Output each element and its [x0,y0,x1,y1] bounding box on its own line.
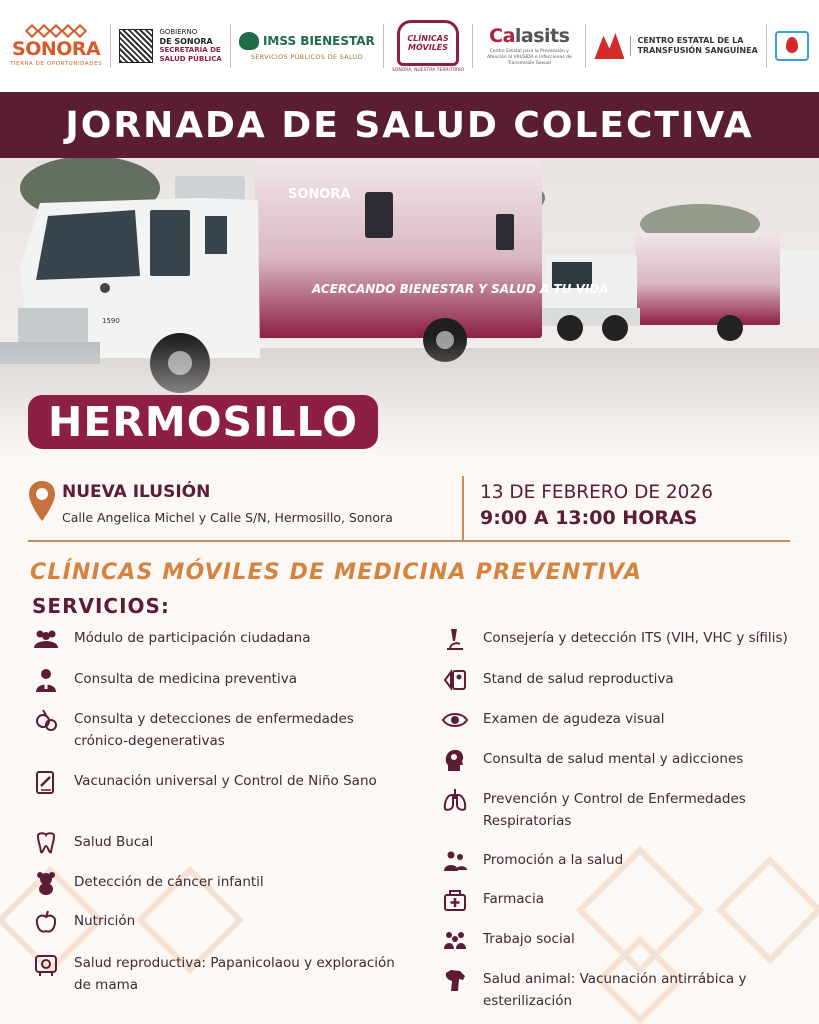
city-name: HERMOSILLO [48,398,358,446]
imss-bienestar-logo [239,11,375,81]
service-item [32,768,412,796]
location-address: Calle Angelica Michel y Calle S/N, Hermosillo, Sonora [62,510,393,525]
tooth-icon [32,829,60,857]
logo-divider [766,24,767,68]
horizontal-divider [28,540,790,542]
service-item [441,625,811,653]
sonora-diamond-icon [27,26,85,36]
people-group-icon [32,625,60,653]
teddy-bear-icon [32,869,60,897]
city-badge [28,395,378,449]
service-item [32,706,412,752]
location-name: NUEVA ILUSIÓN [62,482,211,502]
apple-icon [32,908,60,936]
chronic-disease-icon [32,706,60,734]
location-block [28,478,448,540]
gobierno-line4: SALUD PÚBLICA [159,55,222,63]
calasits-name-rest: lasits [514,25,570,47]
blood-bag-icon [775,31,809,61]
sonora-logo [10,11,102,81]
state-seal-icon [119,29,153,63]
service-label: Salud reproductiva: Papanicolaou y exploración de mama [74,955,395,993]
title-band [0,92,819,158]
truck-number-text: 1590 [102,317,120,325]
service-label: Consulta de medicina preventiva [74,671,297,687]
service-label: Consejería y detección ITS (VIH, VHC y sífilis) [483,630,788,646]
gobierno-line1: GOBIERNO [159,28,198,36]
service-label: Consulta y detecciones de enfermedades crónico-degenerativas [74,711,354,749]
imss-logo-name: IMSS BIENESTAR [262,33,375,48]
blood-drop-icon [594,33,624,59]
service-label: Trabajo social [483,931,575,947]
reproductive-stand-icon [441,666,469,694]
animal-health-icon [441,966,469,994]
service-item [441,706,811,734]
gobierno-line3: SECRETARÍA DE [159,46,221,54]
gobierno-sonora-logo [119,11,221,81]
event-date: 13 DE FEBRERO DE 2026 [480,482,713,503]
service-label: Promoción a la salud [483,852,624,868]
service-label: Salud Bucal [74,834,154,850]
lungs-icon [441,786,469,814]
truck-slogan-text: ACERCANDO BIENESTAR Y SALUD A TU VIDA [312,282,609,296]
service-item [441,847,811,875]
calasits-logo [481,11,577,81]
service-item [441,926,811,954]
eye-icon [441,706,469,734]
vaccine-record-icon [32,768,60,796]
service-label: Consulta de salud mental y adicciones [483,751,744,767]
sonora-logo-tagline: TIERRA DE OPORTUNIDADES [10,60,103,67]
location-pin-icon [28,480,56,522]
logo-divider [472,24,473,68]
clinicas-badge-icon [397,20,459,66]
clinicas-moviles-logo [392,11,464,81]
vertical-divider [462,476,464,540]
transfusion-center-logo [775,11,809,81]
pharmacy-icon [441,886,469,914]
service-item [441,666,811,694]
service-label: Nutrición [74,913,136,929]
logo-divider [110,24,111,68]
services-heading: SERVICIOS: [32,594,170,618]
health-promotion-icon [441,847,469,875]
service-item [32,666,412,694]
calasits-name-c: Ca [489,25,515,47]
service-label: Farmacia [483,891,544,907]
calasits-sub: Centro Estatal para la Prevención y Atención al VIH/SIDA e Infecciones de Transmisión Sexual [486,49,572,66]
logo-divider [585,24,586,68]
service-label: Examen de agudeza visual [483,711,665,727]
page-title: JORNADA DE SALUD COLECTIVA [65,104,754,146]
service-item [32,869,412,897]
logo-bar [0,0,819,92]
imss-emblem-icon [239,32,259,50]
service-item [32,908,412,936]
service-label: Módulo de participación ciudadana [74,630,311,646]
clinicas-line1: CLÍNICAS [407,33,449,43]
service-label: Detección de cáncer infantil [74,874,264,890]
screening-icon [32,950,60,978]
service-label: Prevención y Control de Enfermedades Respiratorias [483,791,746,829]
service-item [32,625,412,653]
service-label: Salud animal: Vacunación antirrábica y esterilización [483,971,747,1009]
service-item [441,966,811,1012]
mental-health-icon [441,746,469,774]
imss-logo-sub: SERVICIOS PÚBLICOS DE SALUD [250,52,363,61]
clinicas-line2: MÓVILES [408,42,449,52]
sonora-logo-name: SONORA [12,37,101,60]
cets-line2: TRANSFUSIÓN SANGUÍNEA [637,46,758,55]
logo-divider [230,24,231,68]
cets-logo [594,11,757,81]
gobierno-line2: DE SONORA [159,37,213,46]
doctor-icon [32,666,60,694]
microscope-icon [441,625,469,653]
social-work-icon [441,926,469,954]
service-item [441,786,811,832]
service-item [32,950,412,996]
truck-brand-text: SONORA [288,187,351,202]
event-hours: 9:00 A 13:00 HORAS [480,507,698,529]
cets-line1: CENTRO ESTATAL DE LA [637,36,744,45]
service-item [32,829,412,857]
service-label: Stand de salud reproductiva [483,671,674,687]
service-item [441,746,811,774]
logo-divider [383,24,384,68]
clinicas-under: SONORA, NUESTRA TERRITORIO [391,67,465,73]
service-label: Vacunación universal y Control de Niño Sano [74,773,377,789]
services-subtitle: CLÍNICAS MÓVILES DE MEDICINA PREVENTIVA [30,560,643,585]
service-item [441,886,811,914]
